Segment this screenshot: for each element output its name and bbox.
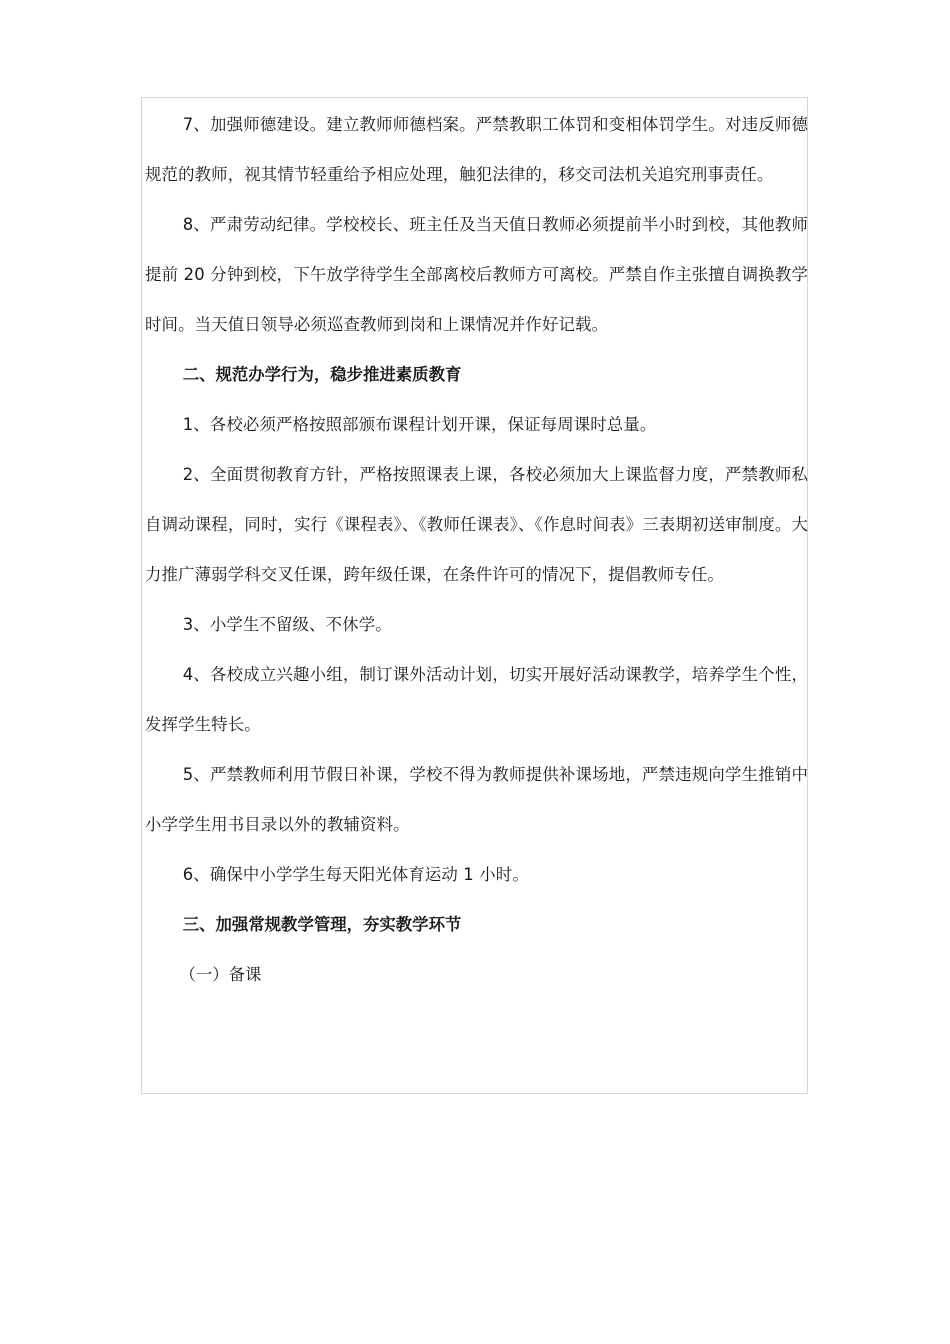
- paragraph-curriculum-plan: 1、各校必须严格按照部颁布课程计划开课，保证每周课时总量。: [182, 415, 657, 434]
- paragraph-education-policy: 2、全面贯彻教育方针，严格按照课表上课，各校必须加大上课监督力度，严禁教师私自调动课程，同时，实行《课程表》、《教师任课表》、《作息时间表》三表期初送审制度。大力推广薄弱学科交叉任课，跨年级任课，在条件许可的情况下，提倡教师专任。: [145, 465, 808, 584]
- paragraph-teacher-ethics: 7、加强师德建设。建立教师师德档案。严禁教职工体罚和变相体罚学生。对违反师德规范的教师，视其情节轻重给予相应处理，触犯法律的，移交司法机关追究刑事责任。: [145, 115, 808, 184]
- paragraph-no-tutoring: 5、严禁教师利用节假日补课，学校不得为教师提供补课场地，严禁违规向学生推销中小学学生用书目录以外的教辅资料。: [145, 765, 808, 834]
- subsection-heading-lesson-prep: （一）备课: [179, 965, 262, 984]
- paragraph-interest-groups: 4、各校成立兴趣小组，制订课外活动计划，切实开展好活动课教学，培养学生个性，发挥学生特长。: [145, 665, 808, 734]
- paragraph-labor-discipline: 8、严肃劳动纪律。学校校长、班主任及当天值日教师必须提前半小时到校，其他教师提前 20 分钟到校，下午放学待学生全部离校后教师方可离校。严禁自作主张擅自调换教学时间。当天值日领导必须巡查教师到岗和上课情况并作好记载。: [145, 215, 808, 334]
- paragraph-sports-hour: 6、确保中小学学生每天阳光体育运动 1 小时。: [182, 865, 529, 884]
- section-heading-3: 三、加强常规教学管理，夯实教学环节: [182, 915, 462, 934]
- section-heading-2: 二、规范办学行为，稳步推进素质教育: [182, 365, 462, 384]
- document-body: [145, 100, 808, 1000]
- paragraph-no-retention: 3、小学生不留级、不休学。: [182, 615, 392, 634]
